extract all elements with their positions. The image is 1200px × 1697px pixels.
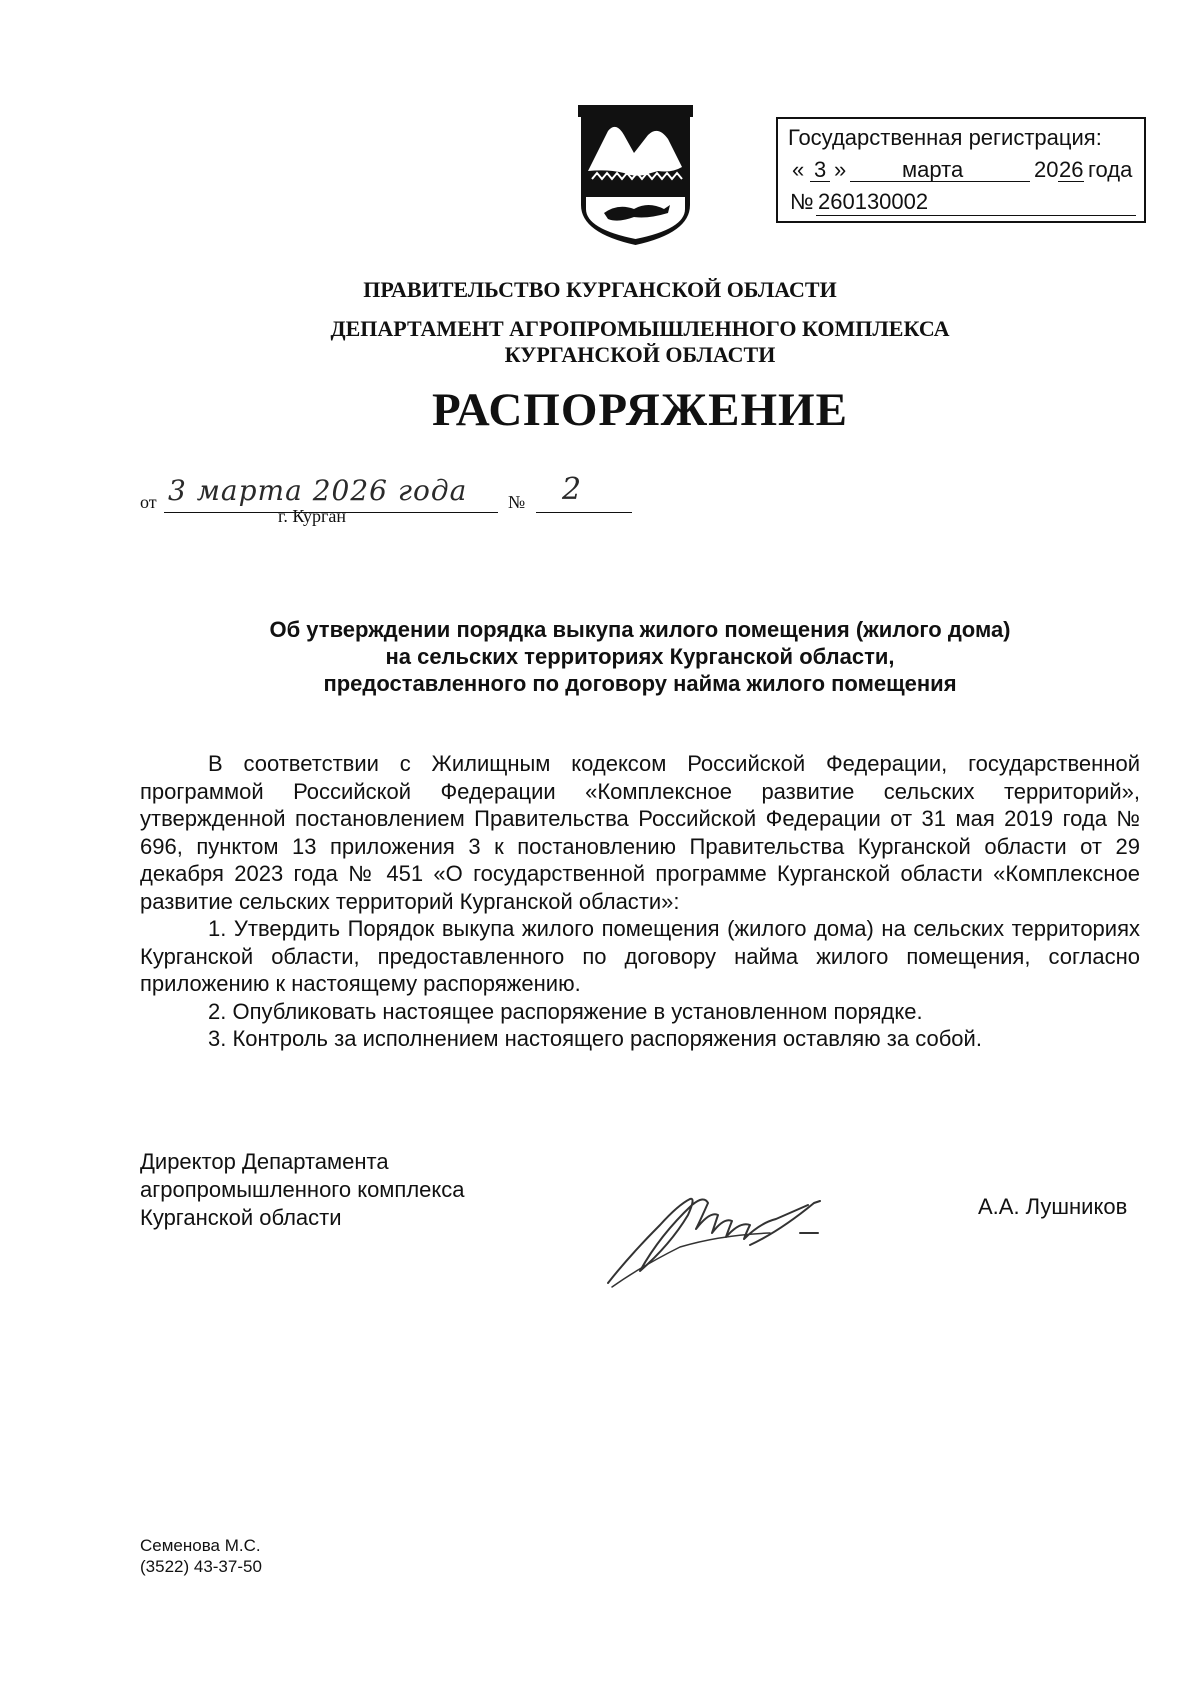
registration-stamp-box bbox=[776, 117, 1146, 223]
executor-phone: (3522) 43-37-50 bbox=[140, 1557, 262, 1576]
registration-month: марта bbox=[902, 157, 964, 182]
registration-date-row bbox=[788, 157, 1138, 185]
body-item-3: 3. Контроль за исполнением настоящего распоряжения оставляю за собой. bbox=[208, 1026, 982, 1051]
document-subject-title bbox=[140, 616, 1140, 697]
issue-number-label: № bbox=[508, 492, 526, 512]
government-title: ПРАВИТЕЛЬСТВО КУРГАНСКОЙ ОБЛАСТИ bbox=[363, 277, 837, 302]
document-type-heading: РАСПОРЯЖЕНИЕ bbox=[432, 384, 848, 436]
registration-day: 3 bbox=[814, 157, 827, 182]
title-line2: на сельских территориях Курганской области, bbox=[385, 644, 895, 669]
department-title-line1: ДЕПАРТАМЕНТ АГРОПРОМЫШЛЕННОГО КОМПЛЕКСА bbox=[330, 316, 950, 341]
registration-number-prefix: № bbox=[790, 189, 814, 214]
signatory-position-line1: Директор Департамента bbox=[140, 1149, 389, 1174]
registration-year-word: года bbox=[1088, 157, 1133, 182]
registration-number: 260130002 bbox=[818, 189, 929, 214]
registration-number-row bbox=[788, 189, 1138, 217]
department-title-line2: КУРГАНСКОЙ ОБЛАСТИ bbox=[504, 342, 776, 367]
issue-number-handwritten: 2 bbox=[562, 472, 582, 507]
issue-date-line bbox=[140, 472, 640, 518]
registration-open-quote: « bbox=[792, 157, 805, 182]
signatory-name: А.А. Лушников bbox=[978, 1194, 1128, 1219]
executor-name: Семенова М.С. bbox=[140, 1536, 261, 1555]
registration-title: Государственная регистрация: bbox=[788, 125, 1102, 150]
issue-date-handwritten: 3 марта 2026 года bbox=[168, 474, 468, 507]
document-body bbox=[140, 750, 1140, 1053]
issue-from-label: от bbox=[140, 492, 157, 512]
body-preamble: В соответствии с Жилищным кодексом Российской Федерации, государственной программой Российской Федерации «Комплексное развитие сельских территорий», утвержденной постановлением Правительства Российской Федерации от 31 мая 2019 года № 696, пунктом 13 приложения 3 к постановлению Правительства Курганской области от 29 декабря 2023 года № 451 «О государственной программе Курганской области «Комплексное развитие сельских территорий Курганской области»: bbox=[140, 751, 1140, 914]
registration-year-prefix: 20 bbox=[1034, 157, 1059, 182]
handwritten-signature bbox=[600, 1175, 840, 1290]
body-item-2: 2. Опубликовать настоящее распоряжение в установленном порядке. bbox=[208, 998, 923, 1024]
body-item-1: 1. Утвердить Порядок выкупа жилого помещения (жилого дома) на сельских территориях Курганской области, предоставленного по договору найма жилого помещения, согласно приложению к настоящему распоряжению. bbox=[140, 916, 1140, 996]
executor-contact bbox=[140, 1535, 262, 1577]
coat-of-arms-emblem bbox=[578, 105, 693, 247]
signatory-position-line3: Курганской области bbox=[140, 1205, 342, 1230]
signatory-position bbox=[140, 1148, 465, 1232]
signatory-position-line2: агропромышленного комплекса bbox=[140, 1177, 465, 1202]
title-line3: предоставленного по договору найма жилого помещения bbox=[323, 671, 957, 696]
issue-city: г. Курган bbox=[278, 506, 347, 526]
title-line1: Об утверждении порядка выкупа жилого помещения (жилого дома) bbox=[269, 617, 1011, 642]
registration-year-suffix: 26 bbox=[1059, 157, 1084, 182]
registration-close-quote: » bbox=[834, 157, 847, 182]
